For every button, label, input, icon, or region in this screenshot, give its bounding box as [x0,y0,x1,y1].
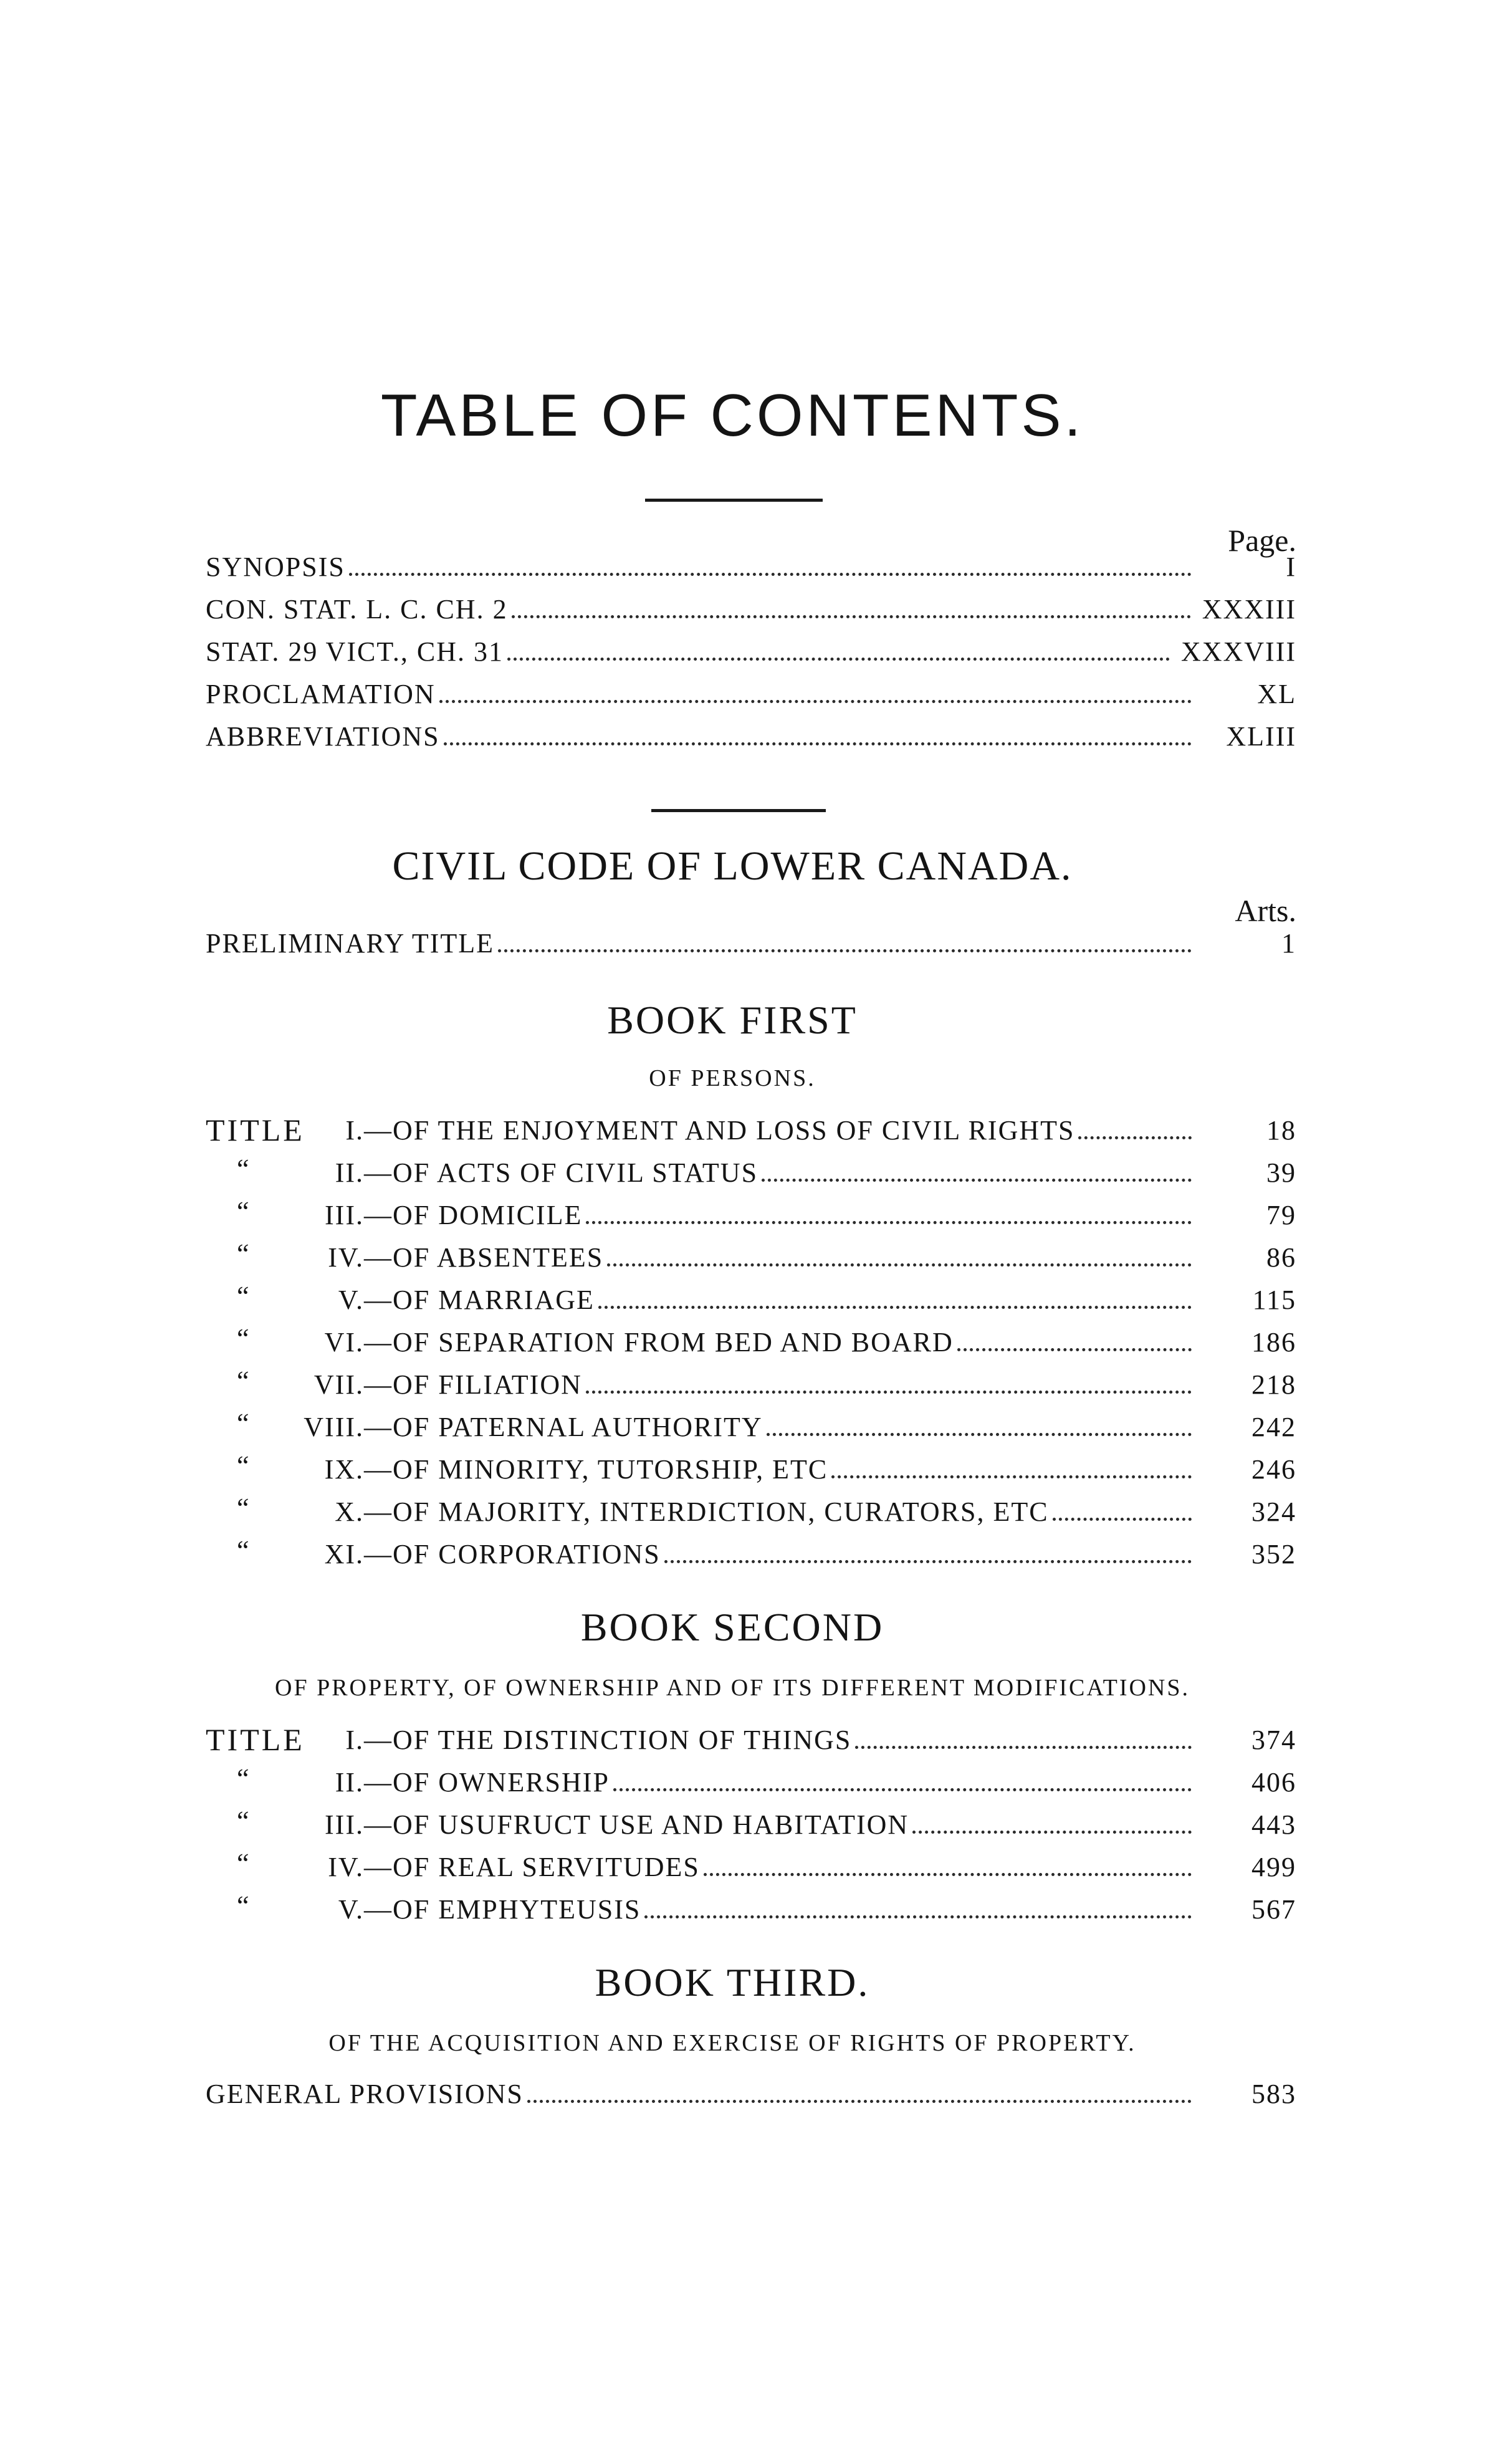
title-numeral: I.— [345,1115,393,1146]
title-numeral: II.— [335,1767,393,1798]
entry-label: PRELIMINARY TITLE [206,928,494,959]
title-text: OF EMPHYTEUSIS [393,1894,641,1925]
title-text: OF OWNERSHIP [393,1767,610,1798]
book-third-heading: BOOK THIRD. [595,1960,870,2004]
entry-page: XXXIII [1202,594,1296,625]
entry-label [299,1453,831,1485]
title-numeral: V.— [338,1894,393,1925]
title-word: TITLE [206,1722,305,1757]
toc-entry-book2-title-4[interactable] [299,1851,1296,1883]
entry-art: 242 [1251,1412,1296,1442]
title-text: OF USUFRUCT USE AND HABITATION [393,1809,909,1840]
toc-entry-general-provisions[interactable] [206,2078,1296,2110]
dot-leader [439,700,1192,703]
toc-entry-title-1[interactable] [299,1114,1296,1146]
book-first-subheading: OF PERSONS. [649,1065,816,1091]
entry-art: 352 [1251,1539,1296,1569]
entry-label [299,1894,644,1925]
entry-label: STAT. 29 VICT., CH. 31 [206,636,504,667]
toc-entry-title-8[interactable] [299,1411,1296,1443]
ditto-mark: “ [237,1196,249,1227]
entry-art: 186 [1251,1327,1296,1358]
ditto-mark: “ [237,1238,249,1269]
title-text: OF ABSENTEES [393,1242,604,1273]
toc-entry-title-6[interactable] [299,1326,1296,1358]
section-divider [651,809,826,812]
dot-leader [644,1915,1192,1918]
title-text: OF PATERNAL AUTHORITY [393,1412,763,1442]
entry-label [299,1114,1078,1146]
toc-entry-title-11[interactable] [299,1538,1296,1570]
toc-entry-book2-title-2[interactable] [299,1766,1296,1798]
entry-label [299,1326,957,1358]
entry-label: PROCLAMATION [206,679,436,709]
title-numeral: XI.— [324,1539,393,1569]
title-numeral: I.— [345,1725,393,1755]
dot-leader [498,949,1192,952]
entry-label [299,1766,613,1798]
toc-entry-abbreviations[interactable] [206,721,1296,752]
toc-entry-proclamation[interactable] [206,678,1296,710]
dot-leader [762,1179,1192,1182]
entry-label: SYNOPSIS [206,552,345,582]
dot-leader [1053,1518,1192,1521]
title-text: OF CORPORATIONS [393,1539,661,1569]
entry-label [299,1809,912,1841]
entry-art: 39 [1266,1157,1296,1188]
title-text: OF THE ENJOYMENT AND LOSS OF CIVIL RIGHTS [393,1115,1075,1146]
toc-entry-title-7[interactable] [299,1369,1296,1401]
toc-entry-title-9[interactable] [299,1453,1296,1485]
entry-label: CON. STAT. L. C. CH. 2 [206,594,508,625]
entry-label [299,1538,664,1570]
title-text: OF DOMICILE [393,1200,583,1230]
dot-leader [855,1746,1192,1749]
book-first-heading: BOOK FIRST [607,998,858,1042]
entry-page: I [1286,552,1296,582]
title-text: OF FILIATION [393,1369,582,1400]
entry-art: 18 [1266,1115,1296,1146]
dot-leader [586,1391,1192,1394]
title-text: OF SEPARATION FROM BED AND BOARD [393,1327,954,1358]
toc-entry-synopsis[interactable] [206,551,1296,583]
title-text: OF THE DISTINCTION OF THINGS [393,1725,852,1755]
page-title: TABLE OF CONTENTS. [380,382,1084,449]
title-numeral: IV.— [328,1852,393,1882]
title-numeral: IX.— [324,1454,393,1485]
title-numeral: III.— [325,1809,393,1840]
book-third-subheading: OF THE ACQUISITION AND EXERCISE OF RIGHTS OF PROPERTY. [328,2030,1136,2056]
page-column-label: Page. [1228,523,1296,558]
title-numeral: VI.— [324,1327,393,1358]
title-numeral: II.— [335,1157,393,1188]
dot-leader [598,1306,1192,1309]
entry-label [299,1724,855,1756]
dot-leader [767,1433,1192,1436]
toc-entry-preliminary-title[interactable] [206,927,1296,959]
dot-leader [507,658,1170,661]
title-word: TITLE [206,1113,305,1147]
ditto-mark: “ [237,1535,249,1566]
entry-art: 86 [1266,1242,1296,1273]
ditto-mark: “ [237,1323,249,1354]
toc-entry-book2-title-3[interactable] [299,1809,1296,1841]
ditto-mark: “ [237,1450,249,1481]
entry-art: 567 [1251,1894,1296,1925]
dot-leader [704,1873,1192,1876]
entry-art: 115 [1252,1285,1296,1315]
toc-entry-title-2[interactable] [299,1157,1296,1189]
dot-leader [607,1263,1192,1267]
entry-art: 499 [1251,1852,1296,1882]
title-divider [645,499,823,502]
ditto-mark: “ [237,1806,249,1836]
title-numeral: VII.— [313,1369,393,1400]
entry-art: 1 [1281,928,1296,959]
dot-leader [831,1475,1192,1478]
toc-entry-title-10[interactable] [299,1496,1296,1528]
dot-leader [912,1831,1192,1834]
dot-leader [527,2100,1192,2103]
ditto-mark: “ [237,1493,249,1523]
entry-page: XLIII [1226,721,1296,752]
title-numeral: IV.— [328,1242,393,1273]
entry-label [299,1157,762,1189]
dot-leader [1078,1136,1192,1139]
dot-leader [957,1348,1192,1351]
entry-art: 443 [1251,1809,1296,1840]
ditto-mark: “ [237,1408,249,1439]
ditto-mark: “ [237,1281,249,1311]
arts-column-label: Arts. [1235,893,1296,928]
toc-entry-title-4[interactable] [299,1242,1296,1273]
toc-entry-title-3[interactable] [299,1199,1296,1231]
entry-label [299,1242,607,1273]
dot-leader [664,1560,1192,1563]
book-second-subheading: OF PROPERTY, OF OWNERSHIP AND OF ITS DIFFERENT MODIFICATIONS. [275,1675,1190,1701]
book-second-heading: BOOK SECOND [580,1605,884,1649]
title-text: OF ACTS OF CIVIL STATUS [393,1157,758,1188]
entry-label [299,1496,1053,1528]
entry-art: 583 [1251,2079,1296,2109]
title-text: OF REAL SERVITUDES [393,1852,700,1882]
title-numeral: III.— [325,1200,393,1230]
title-numeral: VIII.— [304,1412,393,1442]
ditto-mark: “ [237,1763,249,1794]
title-numeral: V.— [338,1285,393,1315]
dot-leader [349,573,1192,576]
entry-label: GENERAL PROVISIONS [206,2079,524,2109]
dot-leader [512,615,1191,618]
entry-page: XXXVIII [1180,636,1296,667]
ditto-mark: “ [237,1848,249,1879]
entry-label [299,1199,586,1231]
title-text: OF MAJORITY, INTERDICTION, CURATORS, ETC [393,1496,1049,1527]
title-text: OF MINORITY, TUTORSHIP, ETC [393,1454,828,1485]
code-heading: CIVIL CODE OF LOWER CANADA. [392,843,1073,889]
entry-label: ABBREVIATIONS [206,721,440,752]
entry-label [299,1851,704,1883]
entry-art: 406 [1251,1767,1296,1798]
toc-entry-title-5[interactable] [299,1284,1296,1316]
entry-page: XL [1257,679,1296,709]
entry-art: 246 [1251,1454,1296,1485]
title-numeral: X.— [335,1496,393,1527]
toc-entry-book2-title-1[interactable] [299,1724,1296,1756]
toc-entry-book2-title-5[interactable] [299,1894,1296,1925]
entry-label [299,1369,586,1401]
entry-label [299,1411,767,1443]
title-text: OF MARRIAGE [393,1285,595,1315]
entry-art: 218 [1251,1369,1296,1400]
entry-label [299,1284,598,1316]
toc-entry-stat-29[interactable] [206,636,1296,668]
ditto-mark: “ [237,1366,249,1396]
dot-leader [586,1221,1192,1224]
entry-art: 324 [1251,1496,1296,1527]
entry-art: 79 [1266,1200,1296,1230]
ditto-mark: “ [237,1154,249,1184]
entry-art: 374 [1251,1725,1296,1755]
toc-entry-con-stat[interactable] [206,593,1296,625]
dot-leader [444,742,1192,745]
ditto-mark: “ [237,1890,249,1921]
dot-leader [613,1788,1192,1791]
